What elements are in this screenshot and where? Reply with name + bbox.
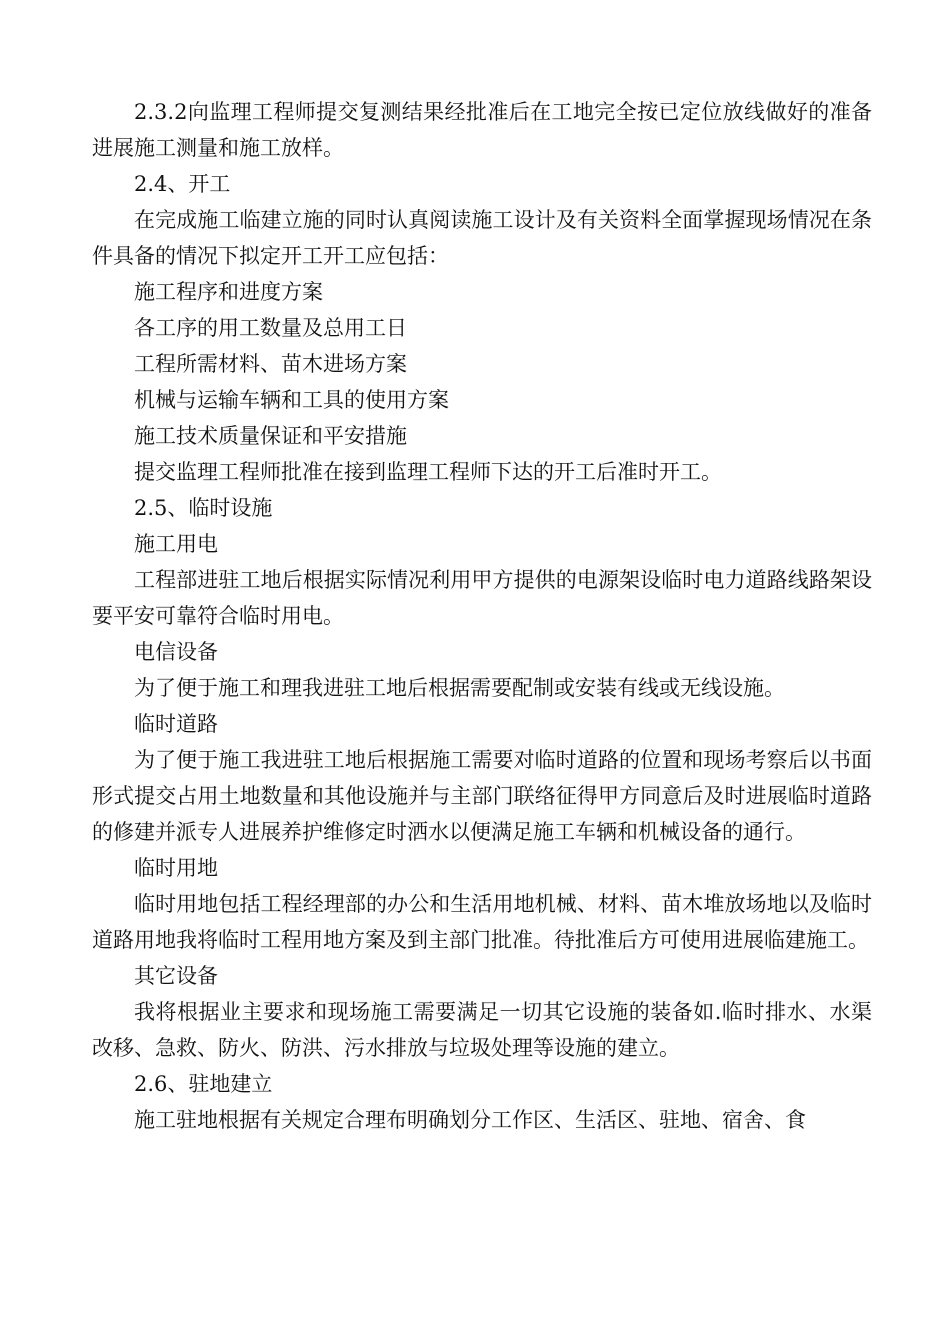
paragraph-temporary-road: 为了便于施工我进驻工地后根据施工需要对临时道路的位置和现场考察后以书面形式提交占用土地数量和其他设施并与主部门联络征得甲方同意后及时进展临时道路的修建并派专人进展养护维修定时洒水以便满足施工车辆和机械设备的通行。 [92, 748, 872, 844]
list-item-quality-safety: 施工技术质量保证和平安措施 [134, 424, 407, 448]
list-item-machinery-plan: 机械与运输车辆和工具的使用方案 [134, 388, 449, 412]
paragraph-site-setup: 施工驻地根据有关规定合理布明确划分工作区、生活区、驻地、宿舍、食 [134, 1108, 806, 1132]
list-item-materials-plan: 工程所需材料、苗木进场方案 [134, 352, 407, 376]
paragraph-temporary-land: 临时用地包括工程经理部的办公和生活用地机械、材料、苗木堆放场地以及临时道路用地我将临时工程用地方案及到主部门批准。待批准后方可使用进展临建施工。 [92, 892, 872, 952]
paragraph-power-supply: 工程部进驻工地后根据实际情况利用甲方提供的电源架设临时电力道路线路架设要平安可靠符合临时用电。 [92, 568, 872, 628]
list-item-construction-sequence: 施工程序和进度方案 [134, 280, 323, 304]
section-heading-temporary-facilities: 2.5、临时设施 [134, 496, 273, 520]
paragraph-start-conditions: 在完成施工临建立施的同时认真阅读施工设计及有关资料全面掌握现场情况在条件具备的情况下拟定开工开工应包括： [92, 208, 872, 268]
paragraph-other-equipment: 我将根据业主要求和现场施工需要满足一切其它设施的装备如.临时排水、水渠改移、急救、防火、防洪、污水排放与垃圾处理等设施的建立。 [92, 1000, 872, 1060]
section-heading-site-setup: 2.6、驻地建立 [134, 1072, 273, 1096]
section-heading-start-construction: 2.4、开工 [134, 172, 231, 196]
list-item-labor-quantity: 各工序的用工数量及总用工日 [134, 316, 407, 340]
subheading-temporary-road: 临时道路 [134, 712, 218, 736]
subheading-other-equipment: 其它设备 [134, 964, 218, 988]
paragraph-approval: 提交监理工程师批准在接到监理工程师下达的开工后准时开工。 [134, 460, 722, 484]
paragraph-telecom: 为了便于施工和理我进驻工地后根据需要配制或安装有线或无线设施。 [134, 676, 785, 700]
document-body [92, 94, 872, 1138]
subheading-temporary-land: 临时用地 [134, 856, 218, 880]
paragraph-survey-preparation: 2.3.2向监理工程师提交复测结果经批准后在工地完全按已定位放线做好的准备进展施工测量和施工放样。 [92, 100, 872, 160]
subheading-telecom: 电信设备 [134, 640, 218, 664]
subheading-power-supply: 施工用电 [134, 532, 218, 556]
